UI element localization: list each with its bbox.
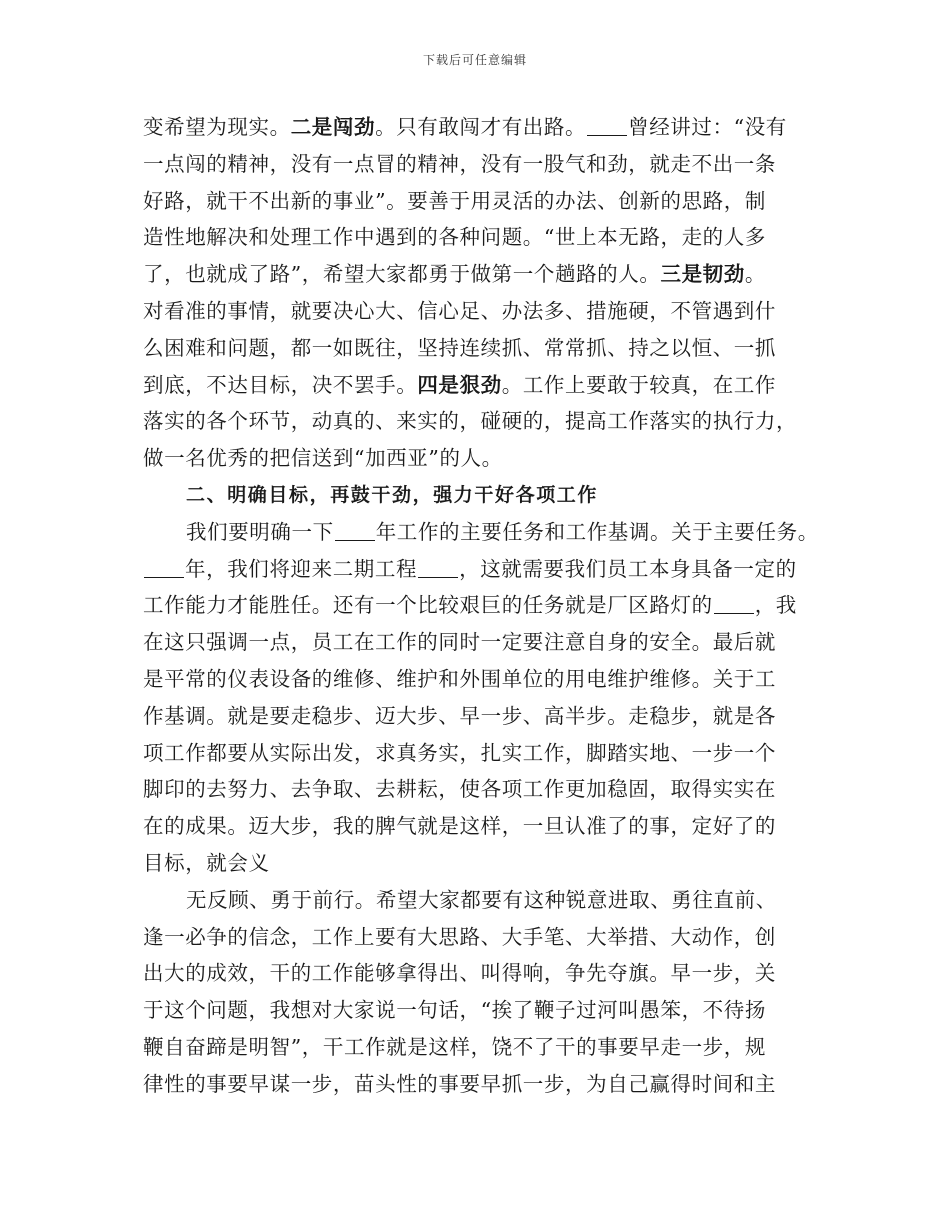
- text-line: 在的成果。迈大步，我的脾气就是这样，一旦认准了的事，定好了的: [143, 814, 776, 839]
- text-line: 做一名优秀的把信送到“加西亚”的人。: [143, 446, 503, 471]
- text-line: 在这只强调一点，员工在工作的同时一定要注意自身的安全。最后就: [143, 630, 776, 655]
- text-run: 。: [744, 262, 766, 287]
- text-line: 目标，就会义: [143, 850, 270, 875]
- fill-blank: [144, 559, 184, 578]
- text-run: 我们要明确一下: [186, 519, 334, 544]
- text-line: 无反顾、勇于前行。希望大家都要有这种锐意进取、勇往直前、: [186, 887, 777, 912]
- text-line: 么困难和问题，都一如既往，坚持连续抓、常常抓、持之以恒、一抓: [143, 335, 776, 360]
- text-run: 。只有敢闯才有出路。: [375, 115, 587, 139]
- text-line: [143, 367, 833, 404]
- text-run: 曾经讲过：“没有: [628, 115, 787, 139]
- section-heading: 二、明确目标，再鼓干劲，强力干好各项工作: [186, 483, 599, 506]
- text-line: [143, 587, 833, 624]
- text-line: 项工作都要从实际出发，求真务实，扎实工作，脚踏实地、一步一个: [143, 740, 776, 765]
- text-line: 落实的各个环节，动真的、来实的，碰硬的，提高工作落实的执行力，: [143, 409, 798, 434]
- text-line: 律性的事要早谋一步，苗头性的事要早抓一步，为自己赢得时间和主: [143, 1071, 776, 1096]
- text-line: 造性地解决和处理工作中遇到的各种问题。“世上本无路，走的人多: [143, 225, 766, 250]
- fill-blank: [418, 559, 458, 578]
- text-run: ，我: [754, 593, 797, 618]
- bold-keyword: 二是闯劲: [290, 115, 376, 139]
- text-line: 一点闯的精神，没有一点冒的精神，没有一股气和劲，就走不出一条: [143, 151, 776, 176]
- text-line: [143, 256, 833, 293]
- page-header-note: 下载后可任意编辑: [422, 53, 527, 67]
- bold-keyword: 三是韧劲: [660, 262, 745, 287]
- text-run: 到底，不达目标，决不罢手。: [143, 372, 418, 397]
- text-line: [143, 514, 833, 551]
- text-run: 了，也就成了路”，希望大家都勇于做第一个趟路的人。: [143, 262, 661, 287]
- text-line: [143, 551, 833, 588]
- text-line: 出大的成效，干的工作能够拿得出、叫得响，争先夺旗。早一步，关: [143, 961, 776, 986]
- text-run: ，这就需要我们员工本身具备一定的: [459, 556, 797, 581]
- text-run: 年工作的主要任务和工作基调。关于主要任务。: [375, 519, 819, 544]
- text-run: 。工作上要敢于较真，在工作: [501, 372, 777, 397]
- text-line: 鞭自奋蹄是明智”，干工作就是这样，饶不了干的事要早走一步，规: [143, 1034, 766, 1059]
- text-run: 变希望为现实。: [143, 115, 291, 139]
- text-line: 作基调。就是要走稳步、迈大步、早一步、高半步。走稳步，就是各: [143, 703, 776, 728]
- fill-blank: [335, 522, 375, 541]
- text-line: 是平常的仪表设备的维修、维护和外围单位的用电维护维修。关于工: [143, 666, 776, 691]
- document-body: [143, 109, 833, 1103]
- text-run: 年，我们将迎来二期工程: [185, 556, 418, 581]
- fill-blank: [714, 595, 754, 614]
- text-line: 对看准的事情，就要决心大、信心足、办法多、措施硬，不管遇到什: [143, 298, 776, 323]
- text-line: 脚印的去努力、去争取、去耕耘，使各项工作更加稳固，取得实实在: [143, 777, 776, 802]
- text-run: 工作能力才能胜任。还有一个比较艰巨的任务就是厂区路灯的: [143, 593, 713, 618]
- text-line: 好路，就干不出新的事业”。要善于用灵活的办法、创新的思路，制: [143, 188, 766, 213]
- bold-keyword: 四是狠劲: [417, 372, 502, 397]
- text-line: 逢一必争的信念，工作上要有大思路、大手笔、大举措、大动作，创: [143, 924, 776, 949]
- text-line: [143, 109, 833, 146]
- text-line: 于这个问题，我想对大家说一句话，“挨了鞭子过河叫愚笨，不待扬: [143, 998, 766, 1023]
- fill-blank: [587, 117, 627, 136]
